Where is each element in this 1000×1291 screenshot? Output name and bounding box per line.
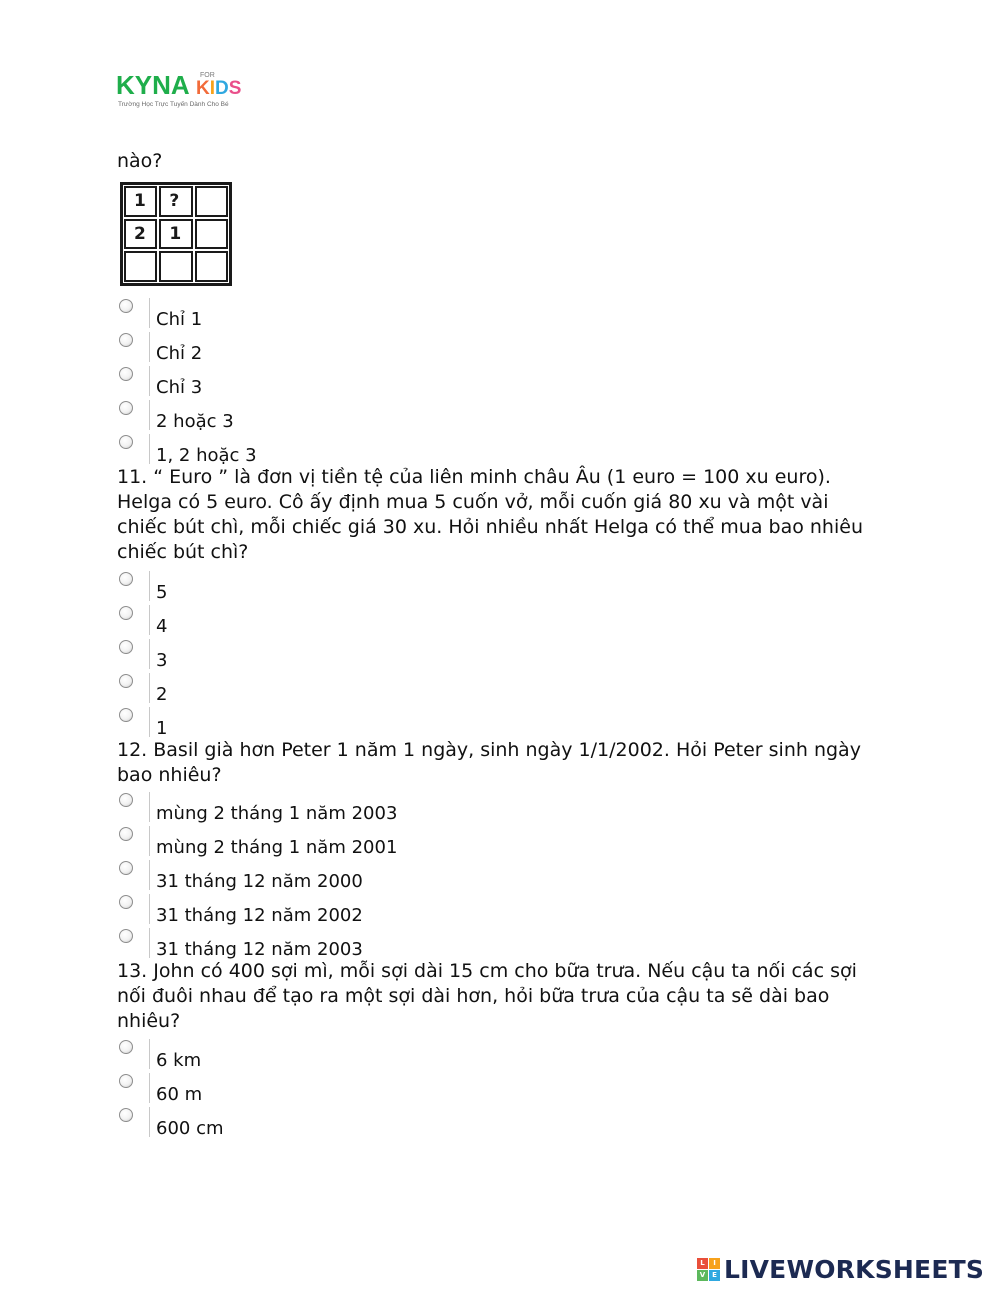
radio-button[interactable]	[119, 929, 133, 943]
grid-cell: 2	[124, 219, 157, 250]
option-label: 31 tháng 12 năm 2000	[156, 871, 363, 892]
option-divider	[149, 332, 150, 362]
brand-block: I	[709, 1258, 720, 1269]
logo-main-text: KYNA	[116, 70, 190, 100]
option-label: 31 tháng 12 năm 2003	[156, 939, 363, 960]
q13-question-text: 13. John có 400 sợi mì, mỗi sợi dài 15 cm cho bữa trưa. Nếu cậu ta nối các sợi nối đuôi nhau để tạo ra một sợi dài hơn, hỏi bữa trưa của cậu ta sẽ dài bao nhiêu?	[117, 960, 857, 1032]
option-label: 31 tháng 12 năm 2002	[156, 905, 363, 926]
option-divider	[149, 673, 150, 703]
logo-tagline: Trường Học Trực Tuyến Dành Cho Bé	[118, 101, 229, 108]
liveworksheets-logo	[697, 1255, 997, 1287]
option-divider	[149, 894, 150, 924]
option-label: 2	[156, 684, 168, 705]
radio-button[interactable]	[119, 1074, 133, 1088]
logo-kids-letter: D	[215, 78, 229, 99]
option-divider	[149, 928, 150, 958]
q11-option-2[interactable]	[119, 605, 619, 637]
q10-option-2[interactable]	[119, 332, 619, 364]
q13-option-3[interactable]	[119, 1107, 619, 1139]
q11-question-text: 11. “ Euro ” là đơn vị tiền tệ của liên minh châu Âu (1 euro = 100 xu euro). Helga có 5 euro. Cô ấy định mua 5 cuốn vở, mỗi cuốn giá 80 xu và một vài chiếc bút chì, mỗi chiếc giá 30 xu. Hỏi nhiều nhất Helga có thể mua bao nhiêu chiếc bút chì?	[117, 466, 863, 563]
q10-option-4[interactable]	[119, 400, 619, 432]
option-divider	[149, 605, 150, 635]
option-divider	[149, 366, 150, 396]
option-divider	[149, 1107, 150, 1137]
q12-option-2[interactable]	[119, 826, 619, 858]
q12-option-5[interactable]	[119, 928, 619, 960]
option-divider	[149, 639, 150, 669]
grid-cell: ?	[159, 186, 192, 217]
radio-button[interactable]	[119, 1108, 133, 1122]
option-label: 1	[156, 718, 168, 739]
radio-button[interactable]	[119, 1040, 133, 1054]
q10-option-1[interactable]	[119, 298, 619, 330]
radio-button[interactable]	[119, 895, 133, 909]
option-label: mùng 2 tháng 1 năm 2003	[156, 803, 398, 824]
option-label: 3	[156, 650, 168, 671]
q10-tail-text: nào?	[117, 150, 163, 172]
radio-button[interactable]	[119, 367, 133, 381]
radio-button[interactable]	[119, 299, 133, 313]
q11-option-5[interactable]	[119, 707, 619, 739]
option-label: mùng 2 tháng 1 năm 2001	[156, 837, 398, 858]
q10-option-5[interactable]	[119, 434, 619, 466]
grid-cell	[195, 219, 228, 250]
brand-block: E	[709, 1270, 720, 1281]
option-divider	[149, 1073, 150, 1103]
option-label: 4	[156, 616, 168, 637]
radio-button[interactable]	[119, 861, 133, 875]
q12-option-3[interactable]	[119, 860, 619, 892]
option-divider	[149, 792, 150, 822]
option-label: 6 km	[156, 1050, 202, 1071]
option-label: 1, 2 hoặc 3	[156, 445, 257, 466]
q13-option-1[interactable]	[119, 1039, 619, 1071]
option-divider	[149, 860, 150, 890]
radio-button[interactable]	[119, 640, 133, 654]
option-label: 60 m	[156, 1084, 203, 1105]
grid-cell	[159, 251, 192, 282]
option-divider	[149, 1039, 150, 1069]
option-label: 5	[156, 582, 168, 603]
logo-kids-text	[196, 79, 241, 99]
grid-cell	[124, 251, 157, 282]
option-divider	[149, 400, 150, 430]
brand-block: L	[697, 1258, 708, 1269]
radio-button[interactable]	[119, 674, 133, 688]
logo-kids-letter: K	[196, 78, 210, 99]
option-label: 600 cm	[156, 1118, 224, 1139]
brand-blocks-icon	[697, 1258, 721, 1282]
logo-kids-letter: I	[209, 78, 216, 99]
radio-button[interactable]	[119, 708, 133, 722]
q12-question-text: 12. Basil già hơn Peter 1 năm 1 ngày, sinh ngày 1/1/2002. Hỏi Peter sinh ngày bao nhiêu?	[117, 739, 861, 786]
q10-puzzle-grid	[120, 182, 232, 286]
q12-option-1[interactable]	[119, 792, 619, 824]
option-label: Chỉ 3	[156, 377, 203, 398]
kyna-logo	[116, 72, 276, 114]
grid-cell: 1	[124, 186, 157, 217]
radio-button[interactable]	[119, 827, 133, 841]
option-divider	[149, 434, 150, 464]
radio-button[interactable]	[119, 435, 133, 449]
option-divider	[149, 571, 150, 601]
q10-option-3[interactable]	[119, 366, 619, 398]
q13-option-2[interactable]	[119, 1073, 619, 1105]
radio-button[interactable]	[119, 606, 133, 620]
grid-cell	[195, 251, 228, 282]
radio-button[interactable]	[119, 401, 133, 415]
option-label: 2 hoặc 3	[156, 411, 234, 432]
q12-option-4[interactable]	[119, 894, 619, 926]
radio-button[interactable]	[119, 333, 133, 347]
q11-option-1[interactable]	[119, 571, 619, 603]
option-divider	[149, 298, 150, 328]
logo-for-text: FOR	[200, 72, 215, 79]
logo-kids-letter: S	[228, 78, 242, 99]
grid-cell: 1	[159, 219, 192, 250]
option-divider	[149, 826, 150, 856]
option-divider	[149, 707, 150, 737]
q11-option-4[interactable]	[119, 673, 619, 705]
radio-button[interactable]	[119, 572, 133, 586]
brand-text: LIVEWORKSHEETS	[724, 1255, 985, 1284]
grid-cell	[195, 186, 228, 217]
option-label: Chỉ 1	[156, 309, 203, 330]
q11-option-3[interactable]	[119, 639, 619, 671]
radio-button[interactable]	[119, 793, 133, 807]
brand-block: V	[697, 1270, 708, 1281]
option-label: Chỉ 2	[156, 343, 203, 364]
